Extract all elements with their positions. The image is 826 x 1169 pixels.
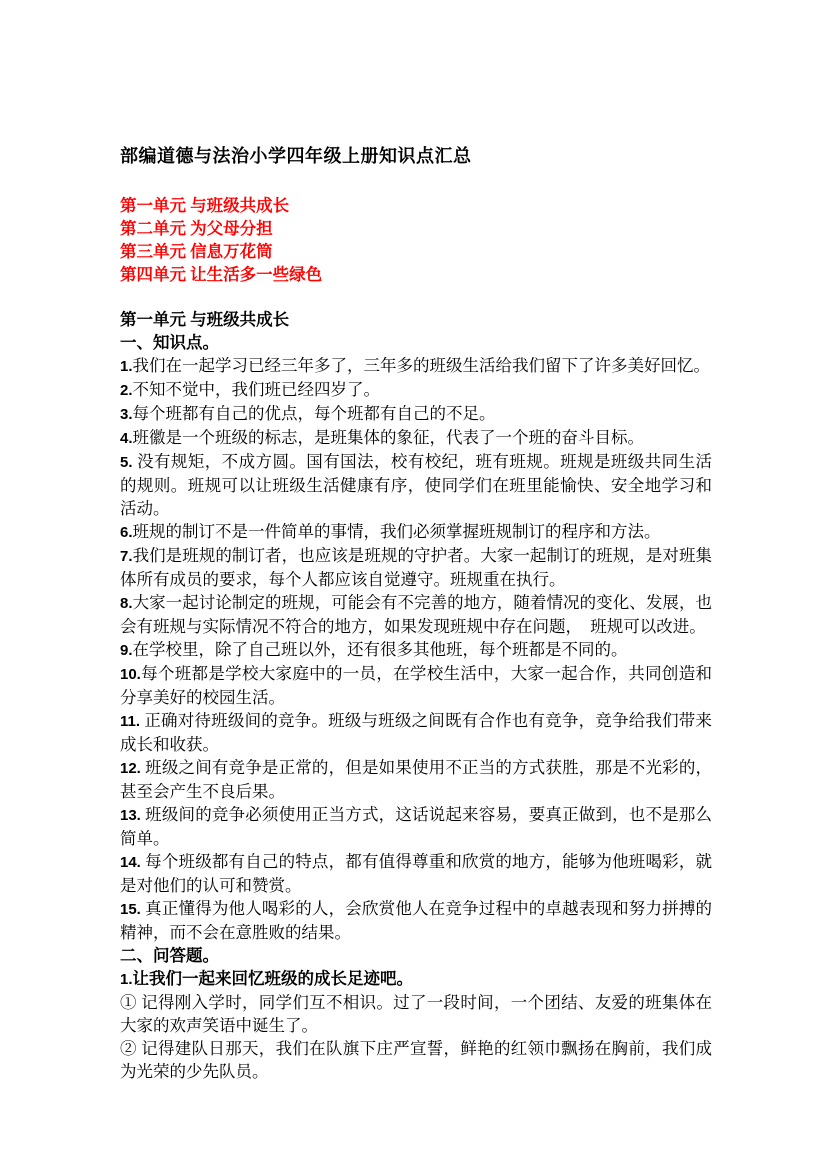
answer-1: ① 记得刚入学时，同学们互不相识。过了一段时间，一个团结、友爱的班集体在大家的欢声笑语中诞生了。 [120,993,712,1035]
point-text: 班级之间有竞争是正常的，但是如果使用不正当的方式获胜，那是不光彩的，甚至会产生不良后果。 [120,758,712,801]
point-text: 在学校里，除了自己班以外，还有很多其他班，每个班都是不同的。 [132,640,628,659]
point-text: 每个班都是学校大家庭中的一员，在学校生活中，大家一起合作，共同创造和分享美好的校园生活。 [120,664,712,707]
knowledge-point-1 [120,354,712,378]
question-text: 让我们一起来回忆班级的成长足迹吧。 [132,969,414,988]
point-text: 每个班级都有自己的特点，都有值得尊重和欣赏的地方，能够为他班喝彩，就是对他们的认可和赞赏。 [120,852,712,895]
toc-item-unit3: 第三单元 信息万花筒 [120,242,273,261]
section-heading: 第一单元 与班级共成长 [120,310,290,329]
knowledge-point-2 [120,378,712,402]
point-text: 正确对待班级间的竞争。班级与班级之间既有合作也有竞争，竞争给我们带来成长和收获。 [120,711,712,754]
point-text: 大家一起讨论制定的班规，可能会有不完善的地方，随着情况的变化、发展，也会有班规与实际情况不符合的地方，如果发现班规中存在问题， 班规可以改进。 [120,593,712,636]
point-number: 11. [120,713,141,730]
point-number: 9. [120,642,133,659]
knowledge-point-14 [120,850,712,897]
point-number: 14. [120,854,141,871]
knowledge-point-9 [120,638,712,662]
point-number: 4. [120,430,133,447]
knowledge-points-heading: 一、知识点。 [120,333,219,352]
point-text: 我们是班规的制订者，也应该是班规的守护者。大家一起制订的班规，是对班集体所有成员的要求，每个人都应该自觉遵守。班规重在执行。 [120,546,712,589]
point-text: 班徽是一个班级的标志，是班集体的象征，代表了一个班的奋斗目标。 [132,428,645,447]
knowledge-point-15 [120,897,712,944]
point-text: 班级间的竞争必须使用正当方式，这话说起来容易，要真正做到，也不是那么简单。 [120,805,712,848]
knowledge-point-11 [120,709,712,756]
toc-item-unit4: 第四单元 让生活多一些绿色 [120,265,323,284]
point-number: 8. [120,595,133,612]
question-1 [120,967,712,991]
point-text: 每个班都有自己的优点，每个班都有自己的不足。 [132,404,496,423]
point-number: 1. [120,358,133,375]
knowledge-point-12 [120,756,712,803]
knowledge-point-7 [120,544,712,591]
answer-2: ② 记得建队日那天，我们在队旗下庄严宣誓，鲜艳的红领巾飘扬在胸前，我们成为光荣的少先队员。 [120,1039,712,1081]
qa-heading: 二、问答题。 [120,946,219,965]
knowledge-point-6 [120,520,712,544]
document-title: 部编道德与法治小学四年级上册知识点汇总 [120,146,472,166]
knowledge-point-8 [120,591,712,638]
knowledge-point-4 [120,426,712,450]
unit1-section [120,308,712,1083]
point-number: 15. [120,901,141,918]
knowledge-point-5 [120,450,712,520]
knowledge-point-10 [120,662,712,709]
point-text: 真正懂得为他人喝彩的人，会欣赏他人在竞争过程中的卓越表现和努力拼搏的精神，而不会在意胜败的结果。 [120,899,712,942]
point-number: 5. [120,454,133,471]
point-text: 没有规矩，不成方圆。国有国法，校有校纪，班有班规。班规是班级共同生活的规则。班规可以让班级生活健康有序，使同学们在班里能愉快、安全地学习和活动。 [120,452,712,518]
point-number: 13. [120,807,141,824]
point-number: 3. [120,406,133,423]
point-number: 12. [120,760,141,777]
knowledge-point-13 [120,803,712,850]
point-text: 班规的制订不是一件简单的事情，我们必须掌握班规制订的程序和方法。 [132,522,661,541]
point-number: 2. [120,382,133,399]
point-text: 不知不觉中，我们班已经四岁了。 [132,380,381,399]
point-number: 7. [120,548,133,565]
unit-toc [120,194,712,286]
point-number: 10. [120,666,141,683]
toc-item-unit2: 第二单元 为父母分担 [120,219,273,238]
point-number: 6. [120,524,133,541]
question-number: 1. [120,971,133,988]
toc-item-unit1: 第一单元 与班级共成长 [120,196,290,215]
point-text: 我们在一起学习已经三年多了，三年多的班级生活给我们留下了许多美好回忆。 [132,356,711,375]
knowledge-point-3 [120,402,712,426]
